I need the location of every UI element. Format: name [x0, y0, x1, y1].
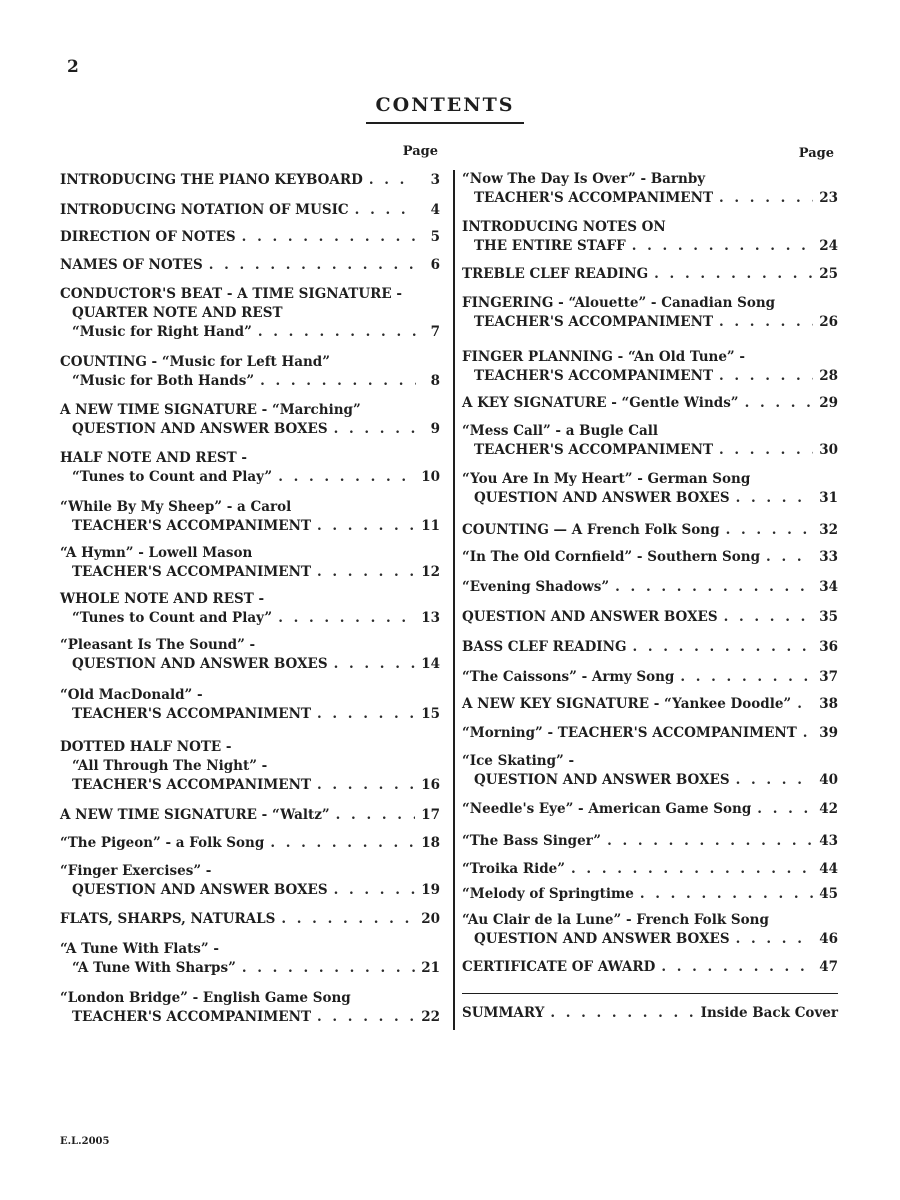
toc-entry: [462, 578, 838, 597]
toc-entry-subtitle: [60, 881, 440, 900]
dot-leader: [355, 201, 416, 220]
page-heading-left: Page: [402, 144, 438, 159]
toc-entry-text: “Finger Exercises” -: [60, 863, 212, 879]
dot-leader: [317, 776, 415, 795]
toc-entry-title: [60, 401, 440, 420]
toc-entry-subtitle: [462, 367, 838, 386]
dot-leader: [632, 638, 813, 657]
toc-entry-text: “Tunes to Count and Play”: [72, 610, 273, 626]
dot-leader: [369, 171, 416, 190]
toc-entry-title: [60, 636, 440, 655]
toc-entry-title: [462, 170, 838, 189]
toc-entry-text: “London Bridge” - English Game Song: [60, 990, 351, 1006]
dot-leader: [334, 655, 416, 674]
dot-leader: [654, 265, 813, 284]
toc-entry-subtitle: [60, 563, 440, 582]
toc-entry-title: [462, 958, 838, 977]
toc-entry-title: [462, 422, 838, 441]
toc-entry-text: FINGER PLANNING - “An Old Tune” -: [462, 349, 745, 365]
toc-entry-title: [462, 885, 838, 904]
dot-leader: [680, 668, 813, 687]
dot-leader: [719, 313, 813, 332]
toc-entry: [60, 228, 440, 247]
summary-divider: [462, 993, 838, 994]
toc-entry: [60, 590, 440, 628]
toc-entry-title: [60, 686, 440, 705]
dot-leader: [661, 958, 813, 977]
toc-entry-text: TEACHER'S ACCOMPANIMENT: [72, 1009, 311, 1025]
toc-entry-text: FINGERING - “Alouette” - Canadian Song: [462, 295, 776, 311]
toc-entry-title: [462, 394, 838, 413]
toc-entry: [462, 832, 838, 851]
toc-entry-text: “A Hymn” - Lowell Mason: [60, 545, 253, 561]
page-title: CONTENTS: [375, 94, 515, 116]
toc-page-number: 17: [421, 807, 440, 823]
toc-entry-text: “Evening Shadows”: [462, 579, 610, 595]
toc-entry-text: TREBLE CLEF READING: [462, 266, 649, 282]
toc-entry-subtitle: [462, 189, 838, 208]
toc-page-number: 21: [421, 960, 440, 976]
page-heading-right: Page: [798, 146, 834, 161]
toc-entry-text: INTRODUCING NOTES ON: [462, 219, 666, 235]
toc-entry-text: TEACHER'S ACCOMPANIMENT: [474, 314, 713, 330]
toc-entry-title: [60, 862, 440, 881]
toc-entry: [60, 498, 440, 536]
toc-entry: [462, 885, 838, 904]
toc-page-number: 24: [819, 238, 838, 254]
toc-page-number: 3: [430, 172, 440, 188]
toc-entry-text: “In The Old Cornfield” - Southern Song: [462, 549, 761, 565]
toc-page-number: 33: [819, 549, 838, 565]
toc-page-number: 30: [819, 442, 838, 458]
dot-leader: [766, 548, 813, 567]
toc-entry-title: [60, 940, 440, 959]
dot-leader: [797, 695, 813, 714]
toc-entry-text: TEACHER'S ACCOMPANIMENT: [72, 564, 311, 580]
toc-entry-text: THE ENTIRE STAFF: [474, 238, 626, 254]
dot-leader: [745, 394, 814, 413]
toc-entry-subtitle: [60, 655, 440, 674]
toc-entry: [462, 348, 838, 386]
toc-entry: [462, 422, 838, 460]
toc-page-number: 45: [819, 886, 838, 902]
toc-entry: [60, 449, 440, 487]
toc-page-number: 20: [421, 911, 440, 927]
toc-entry: [60, 940, 440, 978]
toc-entry-text: CERTIFICATE OF AWARD: [462, 959, 656, 975]
toc-page-number: 19: [421, 882, 440, 898]
toc-page-number: 38: [819, 696, 838, 712]
toc-entry: [60, 544, 440, 582]
toc-entry-title: [462, 800, 838, 819]
toc-entry-text: COUNTING - “Music for Left Hand”: [60, 354, 330, 370]
toc-entry-text: “Troika Ride”: [462, 861, 566, 877]
toc-entry-text: “A Tune With Sharps”: [72, 960, 236, 976]
toc-entry-title: [462, 860, 838, 879]
toc-entry-text: COUNTING — A French Folk Song: [462, 522, 720, 538]
toc-entry-text: TEACHER'S ACCOMPANIMENT: [474, 368, 713, 384]
toc-entry-title: [462, 521, 838, 540]
toc-page-number: 18: [421, 835, 440, 851]
toc-entry-subtitle: [60, 372, 440, 391]
toc-entry-subtitle: [60, 1008, 440, 1027]
toc-page-number: 12: [421, 564, 440, 580]
toc-page-number: 23: [819, 190, 838, 206]
toc-entry-title: [60, 989, 440, 1008]
toc-entry-text: SUMMARY: [462, 1005, 545, 1021]
toc-entry-subtitle: [60, 609, 440, 628]
dot-leader: [736, 930, 814, 949]
toc-entry: [462, 1004, 838, 1023]
toc-entry: [60, 256, 440, 275]
toc-entry-title: [60, 201, 440, 220]
toc-entry-text: NAMES OF NOTES: [60, 257, 203, 273]
dot-leader: [615, 578, 813, 597]
toc-entry: [60, 910, 440, 929]
dot-leader: [258, 323, 416, 342]
toc-entry: [462, 752, 838, 790]
toc-entry-text: TEACHER'S ACCOMPANIMENT: [72, 777, 311, 793]
toc-page-number: 39: [819, 725, 838, 741]
toc-entry: [462, 911, 838, 949]
toc-entry: [462, 470, 838, 508]
toc-entry-text: “While By My Sheep” - a Carol: [60, 499, 292, 515]
toc-entry-subtitle: [462, 313, 838, 332]
toc-entry-text: “The Pigeon” - a Folk Song: [60, 835, 265, 851]
toc-entry: [462, 724, 838, 743]
toc-page-number: 26: [819, 314, 838, 330]
toc-entry-text: “All Through The Night” -: [72, 758, 268, 774]
toc-entry-title: [462, 832, 838, 851]
toc-entry-text: “Music for Both Hands”: [72, 373, 255, 389]
toc-page-number: 40: [819, 772, 838, 788]
toc-entry-text: TEACHER'S ACCOMPANIMENT: [474, 190, 713, 206]
footer-code: E.L.2005: [60, 1136, 110, 1147]
dot-leader: [719, 189, 813, 208]
toc-entry-title: [60, 738, 440, 757]
toc-entry-text: QUARTER NOTE AND REST: [72, 305, 283, 321]
toc-entry: [462, 638, 838, 657]
dot-leader: [278, 609, 415, 628]
toc-page-number: 37: [819, 669, 838, 685]
toc-page-number: 13: [421, 610, 440, 626]
toc-entry-title: [462, 911, 838, 930]
toc-page-number: 36: [819, 639, 838, 655]
toc-page-number: 25: [819, 266, 838, 282]
dot-leader: [719, 441, 813, 460]
toc-entry: [60, 171, 440, 190]
toc-entry: [462, 294, 838, 332]
toc-entry-title: [462, 608, 838, 627]
toc-entry-title: [462, 348, 838, 367]
toc-entry-title: [462, 578, 838, 597]
dot-leader: [803, 724, 813, 743]
toc-page-number: 42: [819, 801, 838, 817]
toc-entry-subtitle: [60, 468, 440, 487]
toc-entry-subtitle: [60, 323, 440, 342]
toc-entry: [462, 265, 838, 284]
dot-leader: [336, 806, 416, 825]
toc-entry: [462, 394, 838, 413]
dot-leader: [242, 959, 415, 978]
toc-entry-title: [462, 638, 838, 657]
toc-entry: [60, 738, 440, 795]
toc-entry-text: DOTTED HALF NOTE -: [60, 739, 232, 755]
dot-leader: [278, 468, 415, 487]
dot-leader: [334, 881, 416, 900]
toc-entry-text: “Tunes to Count and Play”: [72, 469, 273, 485]
dot-leader: [757, 800, 813, 819]
toc-entry: [462, 218, 838, 256]
toc-entry-subtitle: [462, 930, 838, 949]
toc-page-number: 4: [430, 202, 440, 218]
toc-entry-text: QUESTION AND ANSWER BOXES: [72, 421, 328, 437]
toc-entry-text: QUESTION AND ANSWER BOXES: [474, 490, 730, 506]
toc-entry-text: CONDUCTOR'S BEAT - A TIME SIGNATURE -: [60, 286, 402, 302]
toc-entry-title: [462, 1004, 838, 1023]
toc-entry-text: “Music for Right Hand”: [72, 324, 252, 340]
dot-leader: [571, 860, 813, 879]
toc-entry-text: DIRECTION OF NOTES: [60, 229, 236, 245]
dot-leader: [317, 517, 415, 536]
toc-entry: [462, 548, 838, 567]
toc-entry: [60, 285, 440, 342]
dot-leader: [607, 832, 813, 851]
toc-entry-text: “Now The Day Is Over” - Barnby: [462, 171, 706, 187]
toc-page-number: 16: [421, 777, 440, 793]
toc-entry-title: [60, 910, 440, 929]
dot-leader: [334, 420, 416, 439]
toc-entry-title: [462, 470, 838, 489]
toc-entry: [60, 834, 440, 853]
toc-entry-text: FLATS, SHARPS, NATURALS: [60, 911, 276, 927]
toc-entry-text: A KEY SIGNATURE - “Gentle Winds”: [462, 395, 739, 411]
toc-entry-title: [60, 285, 440, 304]
title-underline: [366, 122, 524, 124]
toc-entry-text: HALF NOTE AND REST -: [60, 450, 247, 466]
dot-leader: [736, 771, 814, 790]
toc-page-number: 46: [819, 931, 838, 947]
toc-entry-text: WHOLE NOTE AND REST -: [60, 591, 265, 607]
toc-entry: [60, 353, 440, 391]
toc-page-number: 14: [421, 656, 440, 672]
toc-entry-title: [60, 806, 440, 825]
toc-entry-text: “Needle's Eye” - American Game Song: [462, 801, 752, 817]
toc-entry-text: “You Are In My Heart” - German Song: [462, 471, 751, 487]
toc-entry-text: QUESTION AND ANSWER BOXES: [72, 656, 328, 672]
toc-entry: [60, 201, 440, 220]
toc-entry-subtitle: [60, 705, 440, 724]
toc-entry: [60, 862, 440, 900]
toc-page-number: 29: [819, 395, 838, 411]
dot-leader: [317, 705, 415, 724]
toc-entry: [462, 521, 838, 540]
toc-page-number: 5: [430, 229, 440, 245]
toc-entry: [462, 860, 838, 879]
toc-page-number: 47: [819, 959, 838, 975]
toc-entry-subtitle: [60, 757, 440, 776]
dot-leader: [726, 521, 814, 540]
toc-entry-text: “Ice Skating” -: [462, 753, 575, 769]
toc-entry: [60, 989, 440, 1027]
toc-entry-title: [60, 256, 440, 275]
toc-entry-title: [60, 353, 440, 372]
dot-leader: [724, 608, 814, 627]
toc-entry-title: [60, 228, 440, 247]
toc-entry-subtitle: [462, 237, 838, 256]
toc-entry-title: [60, 544, 440, 563]
toc-entry-title: [462, 294, 838, 313]
toc-entry: [462, 668, 838, 687]
toc-page-number: 44: [819, 861, 838, 877]
toc-entry: [462, 695, 838, 714]
toc-entry-title: [60, 449, 440, 468]
dot-leader: [317, 563, 415, 582]
toc-entry-text: “A Tune With Flats” -: [60, 941, 219, 957]
toc-entry-text: “The Caissons” - Army Song: [462, 669, 675, 685]
toc-entry-subtitle: [462, 441, 838, 460]
toc-entry-text: “Morning” - TEACHER'S ACCOMPANIMENT: [462, 725, 797, 741]
dot-leader: [719, 367, 813, 386]
toc-entry: [462, 608, 838, 627]
toc-entry-text: QUESTION AND ANSWER BOXES: [72, 882, 328, 898]
toc-entry-text: TEACHER'S ACCOMPANIMENT: [72, 518, 311, 534]
toc-entry-title: [60, 590, 440, 609]
toc-entry-text: “Mess Call” - a Bugle Call: [462, 423, 658, 439]
toc-entry-text: “Old MacDonald” -: [60, 687, 203, 703]
toc-entry: [60, 636, 440, 674]
toc-entry-title: [60, 171, 440, 190]
toc-page-number: 15: [421, 706, 440, 722]
toc-entry-text: QUESTION AND ANSWER BOXES: [474, 772, 730, 788]
toc-entry-text: QUESTION AND ANSWER BOXES: [474, 931, 730, 947]
toc-entry-text: A NEW KEY SIGNATURE - “Yankee Doodle”: [462, 696, 792, 712]
toc-page-number: 31: [819, 490, 838, 506]
toc-entry-subtitle: [60, 517, 440, 536]
toc-entry-text: “Melody of Springtime: [462, 886, 634, 902]
toc-entry-text: TEACHER'S ACCOMPANIMENT: [474, 442, 713, 458]
toc-page-number: 43: [819, 833, 838, 849]
toc-entry-subtitle: [462, 489, 838, 508]
toc-entry-subtitle: [60, 776, 440, 795]
toc-entry-title: [462, 668, 838, 687]
dot-leader: [632, 237, 814, 256]
page-number: 2: [67, 57, 79, 77]
toc-entry-text: “The Bass Singer”: [462, 833, 602, 849]
toc-entry-title: [462, 724, 838, 743]
toc-entry-text: INTRODUCING NOTATION OF MUSIC: [60, 202, 349, 218]
toc-entry-title: [462, 218, 838, 237]
toc-entry: [60, 806, 440, 825]
toc-page-number: 8: [430, 373, 440, 389]
toc-entry: [462, 958, 838, 977]
dot-leader: [209, 256, 416, 275]
toc-entry-subtitle: [60, 959, 440, 978]
toc-entry-title: [462, 695, 838, 714]
toc-entry-title: [462, 752, 838, 771]
toc-entry-text: A NEW TIME SIGNATURE - “Waltz”: [60, 807, 330, 823]
toc-entry: [60, 686, 440, 724]
toc-page-number: 7: [430, 324, 440, 340]
toc-entry-title: [462, 265, 838, 284]
toc-page-number: 10: [421, 469, 440, 485]
toc-page-number: 9: [430, 421, 440, 437]
toc-entry: [60, 401, 440, 439]
dot-leader: [550, 1004, 694, 1023]
toc-page-number: 34: [819, 579, 838, 595]
dot-leader: [242, 228, 416, 247]
column-divider: [453, 170, 455, 1030]
dot-leader: [270, 834, 415, 853]
dot-leader: [281, 910, 415, 929]
toc-page-number: 32: [819, 522, 838, 538]
dot-leader: [736, 489, 814, 508]
toc-entry-text: TEACHER'S ACCOMPANIMENT: [72, 706, 311, 722]
toc-page-number: 6: [430, 257, 440, 273]
dot-leader: [317, 1008, 415, 1027]
toc-entry: [462, 800, 838, 819]
toc-page-number: 35: [819, 609, 838, 625]
toc-entry-title: [462, 548, 838, 567]
toc-page-number: Inside Back Cover: [700, 1005, 838, 1021]
toc-entry-title: [60, 498, 440, 517]
toc-entry-title: [60, 834, 440, 853]
dot-leader: [640, 885, 813, 904]
toc-entry-text: BASS CLEF READING: [462, 639, 627, 655]
toc-entry-text: QUESTION AND ANSWER BOXES: [462, 609, 718, 625]
toc-entry-subtitle: [60, 304, 440, 323]
toc-entry-subtitle: [462, 771, 838, 790]
toc-entry-text: A NEW TIME SIGNATURE - “Marching”: [60, 402, 361, 418]
toc-page-number: 11: [421, 518, 440, 534]
toc-entry-text: INTRODUCING THE PIANO KEYBOARD: [60, 172, 363, 188]
dot-leader: [260, 372, 416, 391]
toc-entry-subtitle: [60, 420, 440, 439]
toc-page-number: 28: [819, 368, 838, 384]
toc-entry-text: “Pleasant Is The Sound” -: [60, 637, 256, 653]
toc-page-number: 22: [421, 1009, 440, 1025]
toc-entry: [462, 170, 838, 208]
toc-entry-text: “Au Clair de la Lune” - French Folk Song: [462, 912, 769, 928]
